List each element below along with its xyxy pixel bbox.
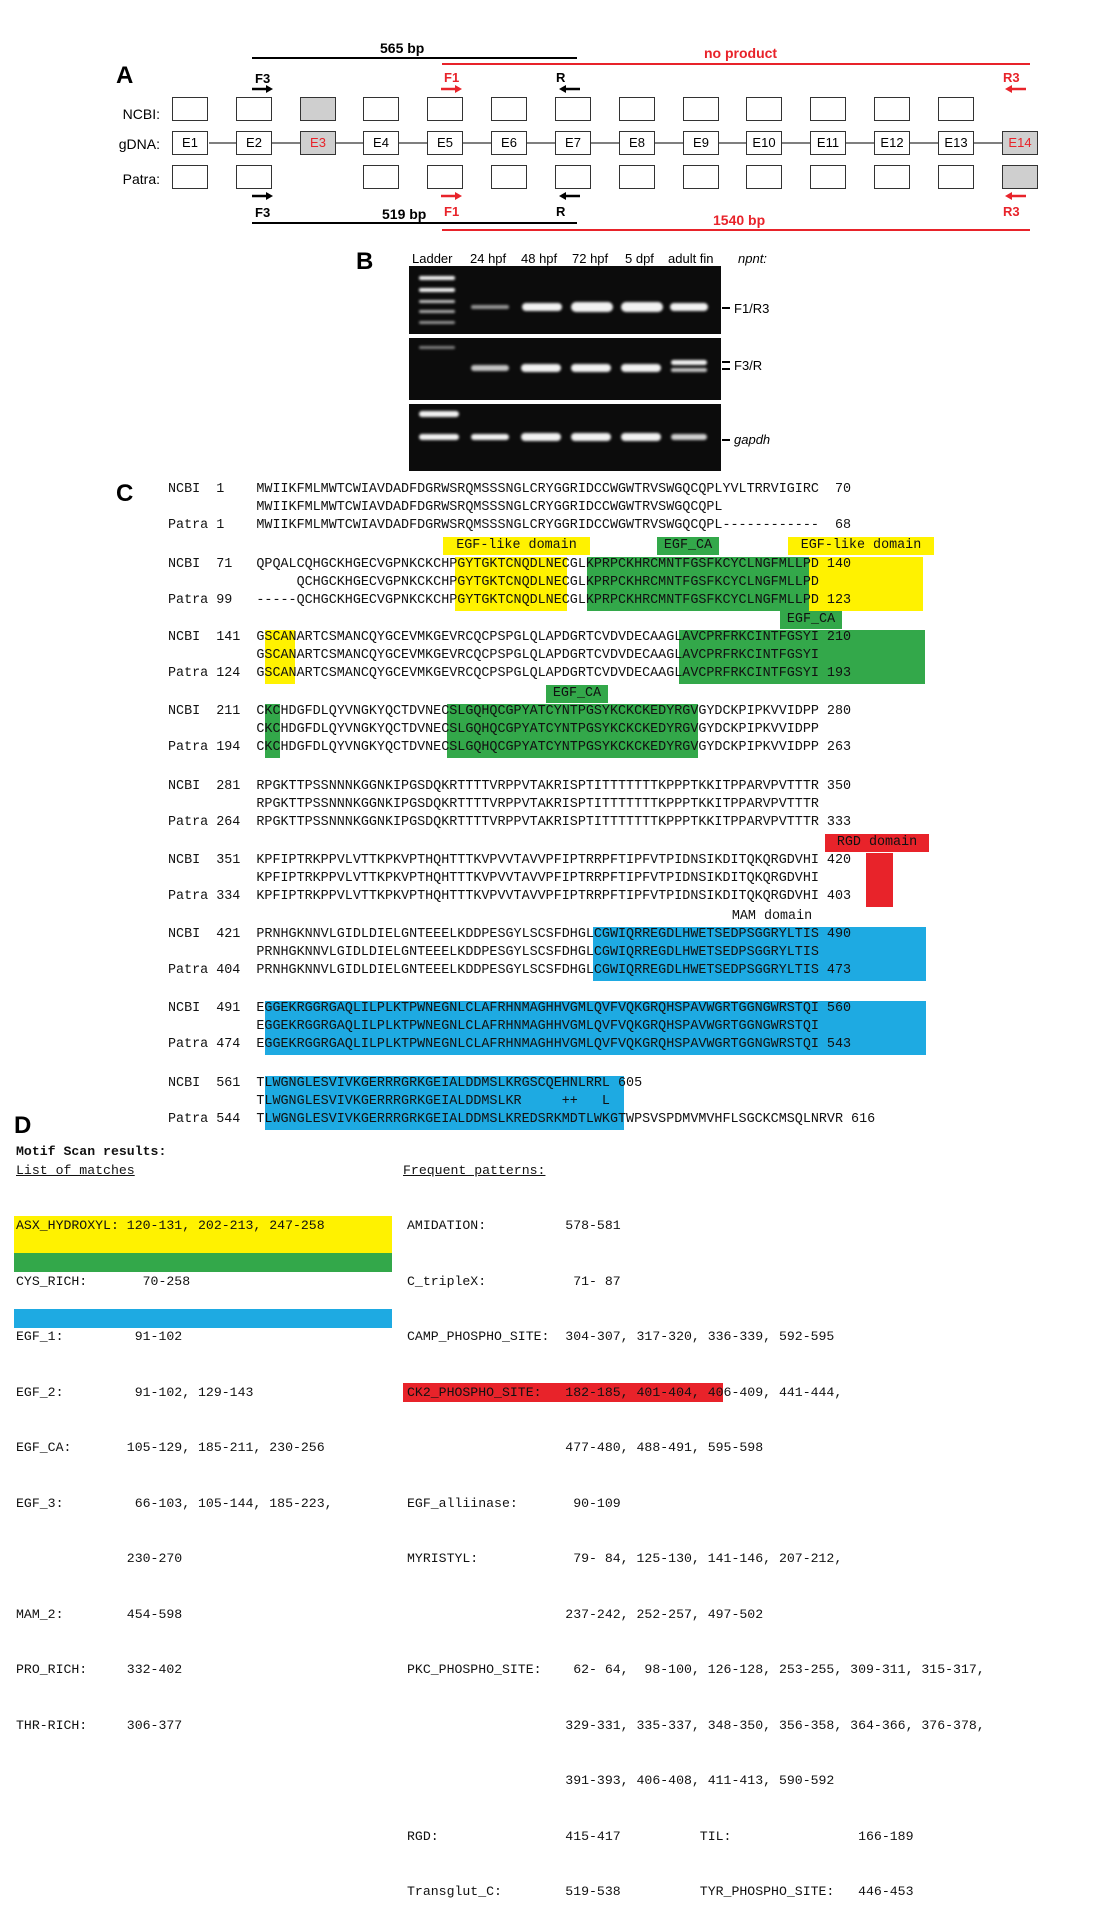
alignment-block-2: NCBI 71 QPQALCQHGCKHGECVGPNKCKCHPGYTGKTCNQDLNECGLKPRPCKHRCMNTFGSFKCYCLNGFMLLPD 140 QCHGCKHGECVGPNKCKCHPGYTGKTCNQDLNECGLKPRPCKHRCMNTFGSFKCYCLNGFMLLPD Patra 99 -----QCHGCKHGECVGPNKCKCHPGYTGKTCNQDLNECGLKPRPCKHRCMNTFGSFKCYCLNGFMLLPD 123 xyxy=(168,557,852,608)
arrow-r3-top-icon xyxy=(1005,85,1026,93)
matches-list xyxy=(16,1180,333,1754)
gene-label: npnt: xyxy=(738,251,767,266)
arrow-f3-bottom-icon xyxy=(252,192,273,200)
gdna-exon-13: E13 xyxy=(938,131,974,155)
ncbi-exon-1 xyxy=(172,97,208,121)
gdna-exon-8: E8 xyxy=(619,131,655,155)
pattern-pkc-cont1: 329-331, 335-337, 348-350, 356-358, 364-366, 376-378, xyxy=(407,1717,985,1733)
gel-gapdh xyxy=(409,404,721,471)
ncbi-exon-12 xyxy=(874,97,910,121)
domain-egf-ca-3: EGF_CA xyxy=(546,685,608,703)
ncbi-exon-6 xyxy=(491,97,527,121)
ncbi-exon-13 xyxy=(938,97,974,121)
match-egf3-cont: 230-270 xyxy=(16,1551,183,1566)
primer-f1-top: F1 xyxy=(444,70,460,85)
primer-r-bottom: R xyxy=(556,204,566,219)
match-cys: CYS_RICH: 70-258 xyxy=(16,1273,191,1289)
pattern-rgd-til: RGD: 415-417 TIL: 166-189 xyxy=(407,1828,914,1844)
arrow-r3-bottom-icon xyxy=(1005,192,1026,200)
patra-exon-12 xyxy=(874,165,910,189)
pattern-ctriplex: C_tripleX: 71- 87 xyxy=(407,1273,621,1289)
alignment-block-7: NCBI 421 PRNHGKNNVLGIDLDIELGNTEEELKDDPESGYLSCSFDHGLCGWIQRREGDLHWETSEDPSGGRYLTIS 490 PRNHGKNNVLGIDLDIELGNTEEELKDDPESGYLSCSFDHGLCGWIQRREGDLHWETSEDPSGGRYLTIS Patra 404 PRNHGKNNVLGIDLDIELGNTEEELKDDPESGYLSCSFDHGLCGWIQRREGDLHWETSEDPSGGRYLTIS 473 xyxy=(168,927,852,978)
pattern-transglut-tyr: Transglut_C: 519-538 TYR_PHOSPHO_SITE: 446-453 xyxy=(407,1884,914,1899)
bracket-1540-label: 1540 bp xyxy=(713,212,766,228)
patra-exon-6 xyxy=(491,165,527,189)
primer-f3-bottom: F3 xyxy=(255,205,271,220)
gel-tick-1 xyxy=(722,307,730,309)
alignment-block-5: NCBI 281 RPGKTTPSSNNNKGGNKIPGSDQKRTTTTVRPPVTAKRISPTITTTTTTTKPPPTKKITPPARVPVTTTR 350 RPGKTTPSSNNNKGGNKIPGSDQKRTTTTVRPPVTAKRISPTITTTTTTTKPPPTKKITPPARVPVTTTR Patra 264 RPGKTTPSSNNNKGGNKIPGSDQKRTTTTVRPPVTAKRISPTITTTTTTTKPPPTKKITPPARVPVTTTR 333 xyxy=(168,779,852,830)
frequent-patterns-header: Frequent patterns: xyxy=(403,1163,546,1178)
match-egf2: EGF_2: 91-102, 129-143 xyxy=(16,1384,254,1400)
lane-72hpf: 72 hpf xyxy=(572,251,609,266)
gdna-exon-1: E1 xyxy=(172,131,208,155)
gel-label-f1-r3: F1/R3 xyxy=(734,301,770,316)
alignment-block-9: NCBI 561 TLWGNGLESVIVKGERRRGRKGEIALDDMSLKRGSCQEHNLRRL 605 TLWGNGLESVIVKGERRRGRKGEIALDDMSLKR ++ L Patra 544 TLWGNGLESVIVKGERRRGRKGEIALDDMSLKREDSRKMDTLWKGTWPSVSPDMVMVHFLSGCKCMSQLNRVR 616 xyxy=(168,1076,876,1127)
panel-d-label: D xyxy=(14,1112,32,1139)
lane-48hpf: 48 hpf xyxy=(521,251,558,266)
gdna-exon-9: E9 xyxy=(683,131,719,155)
patra-exon-1 xyxy=(172,165,208,189)
patra-exon-7 xyxy=(555,165,591,189)
alignment-block-4: NCBI 211 CKCHDGFDLQYVNGKYQCTDVNECSLGQHQCGPYATCYNTPGSYKCKCKEDYRGVGYDCKPIPKVVIDPP 280 CKCHDGFDLQYVNGKYQCTDVNECSLGQHQCGPYATCYNTPGSYKCKCKEDYRGVGYDCKPIPKVVIDPP Patra 194 CKCHDGFDLQYVNGKYQCTDVNECSLGQHQCGPYATCYNTPGSYKCKCKEDYRGVGYDCKPIPKVVIDPP 263 xyxy=(168,704,852,755)
pattern-camp: CAMP_PHOSPHO_SITE: 304-307, 317-320, 336-339, 592-595 xyxy=(407,1329,835,1344)
gel-tick-2b xyxy=(722,368,730,370)
patra-exon-2 xyxy=(236,165,272,189)
patra-exon-5 xyxy=(427,165,463,189)
hl-rgd-block6 xyxy=(866,853,893,907)
domain-mam: MAM domain xyxy=(731,909,813,924)
arrow-r-top-icon xyxy=(559,85,580,93)
patra-exon-11 xyxy=(810,165,846,189)
gel-f1-r3 xyxy=(409,266,721,334)
gdna-exon-12: E12 xyxy=(874,131,910,155)
lane-24hpf: 24 hpf xyxy=(470,251,507,266)
pattern-pkc: PKC_PHOSPHO_SITE: 62- 64, 98-100, 126-128, 253-255, 309-311, 315-317, xyxy=(407,1662,985,1677)
pattern-amidation: AMIDATION: 578-581 xyxy=(407,1218,621,1233)
row-label-patra: Patra: xyxy=(122,171,160,187)
gel-label-gapdh: gapdh xyxy=(734,432,771,447)
lane-5dpf: 5 dpf xyxy=(625,251,654,266)
primer-r3-bottom: R3 xyxy=(1003,204,1020,219)
domain-egf-like-1: EGF-like domain xyxy=(443,537,590,555)
row-label-gdna: gDNA: xyxy=(118,136,160,152)
ncbi-exon-11 xyxy=(810,97,846,121)
match-egf1: EGF_1: 91-102 xyxy=(16,1329,183,1344)
pattern-myristyl: MYRISTYL: 79- 84, 125-130, 141-146, 207-212, xyxy=(407,1551,843,1566)
pattern-pkc-cont2: 391-393, 406-408, 411-413, 590-592 xyxy=(407,1773,835,1788)
patra-exon-4 xyxy=(363,165,399,189)
gdna-exon-10: E10 xyxy=(746,131,782,155)
motif-title: Motif Scan results: xyxy=(16,1144,167,1159)
gdna-exon-11: E11 xyxy=(810,131,846,155)
gdna-exon-2: E2 xyxy=(236,131,272,155)
patra-exon-10 xyxy=(746,165,782,189)
list-of-matches-header: List of matches xyxy=(16,1163,135,1178)
domain-egf-ca-1: EGF_CA xyxy=(657,537,719,555)
gdna-exon-14: E14 xyxy=(1002,131,1038,155)
match-pro: PRO_RICH: 332-402 xyxy=(16,1662,183,1677)
ncbi-exon-10 xyxy=(746,97,782,121)
match-mam2: MAM_2: 454-598 xyxy=(16,1606,183,1622)
ncbi-exon-8 xyxy=(619,97,655,121)
domain-rgd: RGD domain xyxy=(825,834,929,852)
ncbi-exon-2 xyxy=(236,97,272,121)
pattern-ck2-cont: 477-480, 488-491, 595-598 xyxy=(407,1440,764,1455)
ncbi-exon-9 xyxy=(683,97,719,121)
gel-tick-3 xyxy=(722,439,730,441)
match-asx: ASX_HYDROXYL: 120-131, 202-213, 247-258 xyxy=(16,1218,325,1233)
pattern-ck2: CK2_PHOSPHO_SITE: 182-185, 401-404, 406-409, 441-444, xyxy=(407,1384,843,1400)
lane-ladder: Ladder xyxy=(412,251,453,266)
no-product-label: no product xyxy=(704,45,778,61)
patra-exon-8 xyxy=(619,165,655,189)
bracket-565-label: 565 bp xyxy=(380,40,425,56)
primer-f3-top: F3 xyxy=(255,71,271,86)
arrow-f1-top-icon xyxy=(441,85,462,93)
row-label-ncbi: NCBI: xyxy=(122,106,160,122)
frequent-patterns-list xyxy=(407,1180,985,1920)
arrow-f1-bottom-icon xyxy=(441,192,462,200)
match-egfca: EGF_CA: 105-129, 185-211, 230-256 xyxy=(16,1440,325,1455)
primer-r3-top: R3 xyxy=(1003,70,1020,85)
gel-f3-r xyxy=(409,338,721,400)
alignment-block-1: NCBI 1 MWIIKFMLMWTCWIAVDADFDGRWSRQMSSSNGLCRYGGRIDCCWGWTRVSWGQCQPLYVLTRRVIGIRC 70 MWIIKFMLMWTCWIAVDADFDGRWSRQMSSSNGLCRYGGRIDCCWGWTRVSWGQCQPL Patra 1 MWIIKFMLMWTCWIAVDADFDGRWSRQMSSSNGLCRYGGRIDCCWGWTRVSWGQCQPL------------ 68 xyxy=(168,482,852,533)
primer-arrows-top xyxy=(0,0,1096,240)
panel-a-label: A xyxy=(116,62,134,89)
lane-adult-fin: adult fin xyxy=(668,251,714,266)
ncbi-exon-7 xyxy=(555,97,591,121)
primer-r-top: R xyxy=(556,70,566,85)
domain-egf-like-2: EGF-like domain xyxy=(788,537,934,555)
alignment-block-8: NCBI 491 EGGEKRGGRGAQLILPLKTPWNEGNLCLAFRHNMAGHHVGMLQVFVQKGRQHSPAVWGRTGGNGWRSTQI 560 EGGEKRGGRGAQLILPLKTPWNEGNLCLAFRHNMAGHHVGMLQVFVQKGRQHSPAVWGRTGGNGWRSTQI Patra 474 EGGEKRGGRGAQLILPLKTPWNEGNLCLAFRHNMAGHHVGMLQVFVQKGRQHSPAVWGRTGGNGWRSTQI 543 xyxy=(168,1001,852,1052)
panel-b-label: B xyxy=(356,248,374,275)
ncbi-exon-5 xyxy=(427,97,463,121)
ncbi-exon-3 xyxy=(300,97,336,121)
patra-exon-14 xyxy=(1002,165,1038,189)
pattern-egf-alliinase: EGF_alliinase: 90-109 xyxy=(407,1495,621,1511)
alignment-block-3: NCBI 141 GSCANARTCSMANCQYGCEVMKGEVRCQCPSPGLQLAPDGRTCVDVDECAAGLAVCPRFRKCINTFGSYI 210 GSCANARTCSMANCQYGCEVMKGEVRCQCPSPGLQLAPDGRTCVDVDECAAGLAVCPRFRKCINTFGSYI Patra 124 GSCANARTCSMANCQYGCEVMKGEVRCQCPSPGLQLAPDGRTCVDVDECAAGLAVCPRFRKCINTFGSYI 193 xyxy=(168,630,852,681)
gdna-exon-6: E6 xyxy=(491,131,527,155)
gdna-exon-4: E4 xyxy=(363,131,399,155)
gdna-exon-7: E7 xyxy=(555,131,591,155)
gel-label-f3-r: F3/R xyxy=(734,358,763,373)
gdna-exon-3: E3 xyxy=(300,131,336,155)
arrow-r-bottom-icon xyxy=(559,192,580,200)
bracket-519-line xyxy=(252,222,577,224)
domain-egf-ca-2: EGF_CA xyxy=(780,611,842,629)
bracket-519-label: 519 bp xyxy=(382,206,427,222)
panel-c-label: C xyxy=(116,480,134,507)
alignment-block-6: NCBI 351 KPFIPTRKPPVLVTTKPKVPTHQHTTTKVPVVTAVVPFIPTRRPFTIPFVTPIDNSIKDITQKQRGDVHI 420 KPFIPTRKPPVLVTTKPKVPTHQHTTTKVPVVTAVVPFIPTRRPFTIPFVTPIDNSIKDITQKQRGDVHI Patra 334 KPFIPTRKPPVLVTTKPKVPTHQHTTTKVPVVTAVVPFIPTRRPFTIPFVTPIDNSIKDITQKQRGDVHI 403 xyxy=(168,853,852,904)
gel-tick-2a xyxy=(722,361,730,363)
match-thr: THR-RICH: 306-377 xyxy=(16,1717,183,1733)
pattern-myristyl-cont: 237-242, 252-257, 497-502 xyxy=(407,1606,764,1622)
arrow-f3-top-icon xyxy=(252,85,273,93)
ncbi-exon-4 xyxy=(363,97,399,121)
patra-exon-9 xyxy=(683,165,719,189)
bracket-1540-line xyxy=(442,229,1030,231)
patra-exon-13 xyxy=(938,165,974,189)
primer-f1-bottom: F1 xyxy=(444,204,460,219)
match-egf3: EGF_3: 66-103, 105-144, 185-223, xyxy=(16,1495,333,1511)
gdna-exon-5: E5 xyxy=(427,131,463,155)
